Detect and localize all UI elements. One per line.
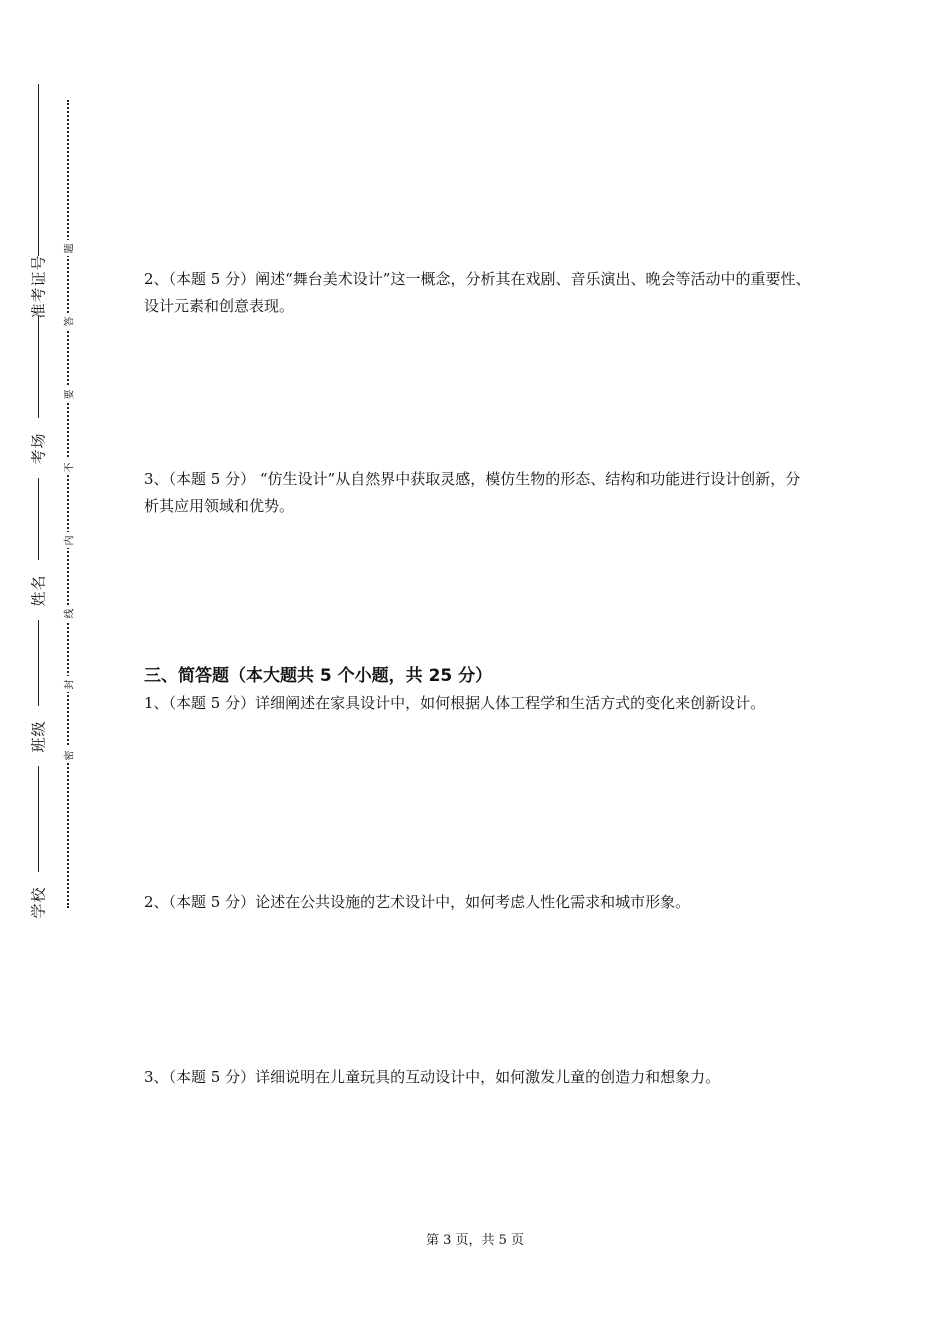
page-number: 第 3 页，共 5 页 — [425, 1233, 525, 1248]
seal-char: 题 — [60, 240, 76, 256]
exam-id-label: 准考证号 — [20, 256, 56, 316]
binding-labels — [20, 0, 56, 1344]
seal-line-characters — [60, 0, 76, 1344]
seal-char: 不 — [60, 459, 76, 475]
seal-char: 线 — [60, 605, 76, 621]
short-answer-question-3: 3、（本题 5 分）详细说明在儿童玩具的互动设计中，如何激发儿童的创造力和想象力。 — [144, 1068, 721, 1086]
seal-char: 答 — [60, 313, 76, 329]
school-label: 学校 — [20, 872, 56, 932]
class-label: 班级 — [20, 706, 56, 766]
seal-char: 密 — [60, 747, 76, 763]
seal-char: 封 — [60, 676, 76, 692]
exam-room-label: 考场 — [20, 418, 56, 478]
name-label: 姓名 — [20, 560, 56, 620]
short-answer-question-1: 1、（本题 5 分）详细阐述在家具设计中，如何根据人体工程学和生活方式的变化来创新设计。 — [144, 694, 766, 712]
section-title-short-answer: 三、简答题（本大题共 5 个小题，共 25 分） — [144, 666, 493, 686]
seal-char: 内 — [60, 532, 76, 548]
question-3-bionic-design: 3、（本题 5 分） “仿生设计”从自然界中获取灵感，模仿生物的形态、结构和功能进行设计创新，分析其应用领域和优势。 — [144, 470, 801, 515]
short-answer-question-2: 2、（本题 5 分）论述在公共设施的艺术设计中，如何考虑人性化需求和城市形象。 — [144, 893, 691, 911]
seal-char: 要 — [60, 386, 76, 402]
question-2-stage-design: 2、（本题 5 分）阐述“舞台美术设计”这一概念，分析其在戏剧、音乐演出、晚会等活动中的重要性、设计元素和创意表现。 — [144, 270, 811, 315]
